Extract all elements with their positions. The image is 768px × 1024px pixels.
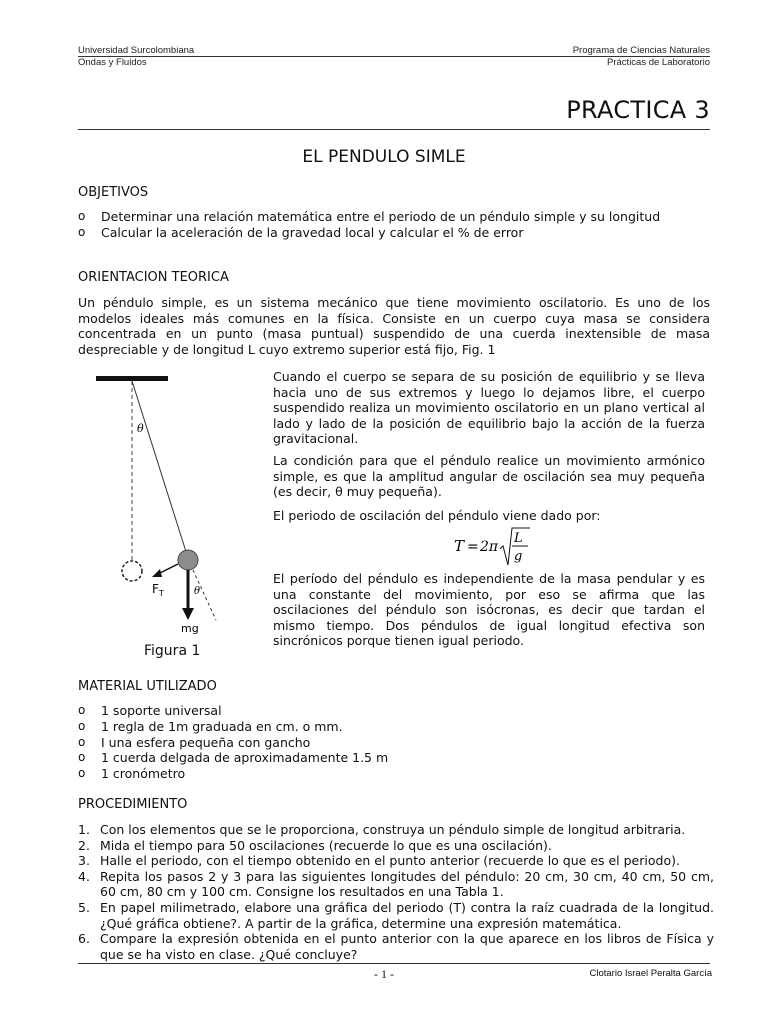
pendulum-figure — [78, 368, 258, 640]
figure-caption: Figura 1 — [144, 643, 201, 659]
list-item — [78, 853, 714, 869]
orientacion-p3: El periodo de oscilación del péndulo viene dado por: — [273, 508, 601, 523]
list-item — [78, 750, 718, 766]
equilibrium-position-circle — [122, 561, 142, 581]
bullet: o — [78, 209, 86, 223]
period-formula — [452, 525, 532, 569]
step-number: 3. — [78, 853, 90, 869]
procedimiento-heading: PROCEDIMIENTO — [78, 797, 188, 812]
step-number: 2. — [78, 837, 90, 853]
weight-arrowhead — [182, 608, 194, 620]
step-text: Mida el tiempo para 50 oscilaciones (recuerde lo que es una oscilación). — [100, 837, 552, 853]
theta-bottom-label: θ — [194, 586, 201, 597]
list-item — [78, 869, 714, 900]
objetivos-list — [78, 209, 718, 241]
header-course: Ondas y Fluidos — [78, 57, 147, 68]
step-text: Halle el periodo, con el tiempo obtenido en el punto anterior (recuerde lo que es el periodo). — [100, 853, 680, 869]
title-divider — [78, 129, 710, 130]
theta-top-label: θ — [137, 422, 144, 435]
step-text: Repita los pasos 2 y 3 para las siguientes longitudes del péndulo: 20 cm, 30 cm, 40 cm, 50 cm, 60 cm, 80 cm y 100 cm. Consigne los resultados en una Tabla 1. — [100, 868, 714, 900]
orientacion-p1: Cuando el cuerpo se separa de su posición de equilibrio y se lleva hacia uno de sus extremos y luego lo dejamos libre, el cuerpo suspendido realiza un movimiento oscilatorio en un plano vertical al lado y lado de la posición de equilibrio bajo la acción de la fuerza gravitacional. — [273, 369, 705, 447]
step-text: Compare la expresión obtenida en el punto anterior con la que aparece en los libros de Física y que se ha visto en clase. ¿Qué concluye? — [100, 931, 714, 962]
step-number: 5. — [78, 899, 90, 915]
formula-equals: = — [467, 539, 479, 555]
list-item — [78, 931, 714, 962]
pendulum-string — [132, 381, 188, 558]
material-text: 1 regla de 1m graduada en cm. o mm. — [101, 718, 343, 734]
formula-lhs: T — [454, 537, 465, 555]
step-number: 6. — [78, 931, 90, 947]
list-item — [78, 822, 714, 838]
material-list — [78, 703, 718, 782]
list-item — [78, 719, 718, 735]
step-text: En papel milimetrado, elabore una gráfica del periodo (T) contra la raíz cuadrada de la longitud. ¿Qué gráfica obtiene?. A partir de la gráfica, determine una expresión matemática. — [100, 899, 714, 931]
list-item — [78, 735, 718, 751]
pendulum-bob — [178, 550, 198, 570]
tension-arrowhead — [152, 569, 162, 577]
material-text: 1 cuerda delgada de aproximadamente 1.5 m — [101, 750, 389, 766]
support-bar — [96, 376, 168, 381]
footer-divider — [78, 963, 710, 964]
material-text: I una esfera pequeña con gancho — [101, 734, 311, 750]
orientacion-heading: ORIENTACION TEORICA — [78, 270, 229, 285]
material-heading: MATERIAL UTILIZADO — [78, 679, 217, 694]
list-item — [78, 838, 714, 854]
bullet: o — [78, 718, 86, 733]
procedimiento-list — [78, 822, 714, 962]
bullet: o — [78, 224, 86, 239]
header-institution: Universidad Surcolombiana — [78, 45, 195, 56]
formula-denominator: g — [514, 549, 523, 564]
page-number: - 1 - — [374, 967, 394, 981]
page-title: PRACTICA 3 — [566, 96, 710, 124]
list-item — [78, 703, 718, 719]
objetivo-text: Determinar una relación matemática entre el periodo de un péndulo simple y su longitud — [101, 209, 661, 224]
tension-label: $F_T$ — [152, 582, 164, 598]
weight-label: mg — [181, 622, 199, 635]
bullet: o — [78, 766, 86, 781]
list-item — [78, 209, 718, 225]
list-item — [78, 900, 714, 931]
objetivos-heading: OBJETIVOS — [78, 185, 149, 200]
orientacion-p4: El período del péndulo es independiente de la masa pendular y es una constante del movimiento, por eso se afirma que las oscilaciones del péndulo son isócronas, es decir que tardan el mismo tiempo. Dos péndulos de igual longitud efectiva son sincrónicos porque tienen igual periodo. — [273, 571, 705, 649]
header-section: Prácticas de Laboratorio — [607, 57, 710, 68]
header-program: Programa de Ciencias Naturales — [572, 45, 710, 56]
page-subtitle: EL PENDULO SIMLE — [302, 147, 466, 167]
material-text: 1 soporte universal — [101, 703, 222, 718]
material-text: 1 cronómetro — [101, 766, 186, 782]
list-item — [78, 225, 718, 241]
formula-numerator: L — [514, 531, 523, 546]
footer-author: Clotario Israel Peralta García — [589, 968, 712, 979]
bullet: o — [78, 734, 86, 749]
orientacion-p2: La condición para que el péndulo realice un movimiento armónico simple, es que la amplitud angular de oscilación sea muy pequeña (es decir, θ muy pequeña). — [273, 453, 705, 500]
step-number: 1. — [78, 822, 90, 837]
step-number: 4. — [78, 868, 90, 884]
objetivo-text: Calcular la aceleración de la gravedad local y calcular el % de error — [101, 224, 524, 240]
step-text: Con los elementos que se le proporciona, construya un péndulo simple de longitud arbitraria. — [100, 822, 686, 837]
list-item — [78, 766, 718, 782]
orientacion-intro: Un péndulo simple, es un sistema mecánico que tiene movimiento oscilatorio. Es uno de los modelos ideales más comunes en la física. Consiste en un cuerpo cuya masa se considera concentrada en un punto (masa puntual) suspendido de una cuerda inextensible de masa despreciable y de longitud L cuyo extremo superior está fijo, Fig. 1 — [78, 295, 710, 357]
bullet: o — [78, 750, 86, 765]
bullet: o — [78, 703, 86, 717]
formula-coefficient: 2π — [480, 539, 499, 555]
